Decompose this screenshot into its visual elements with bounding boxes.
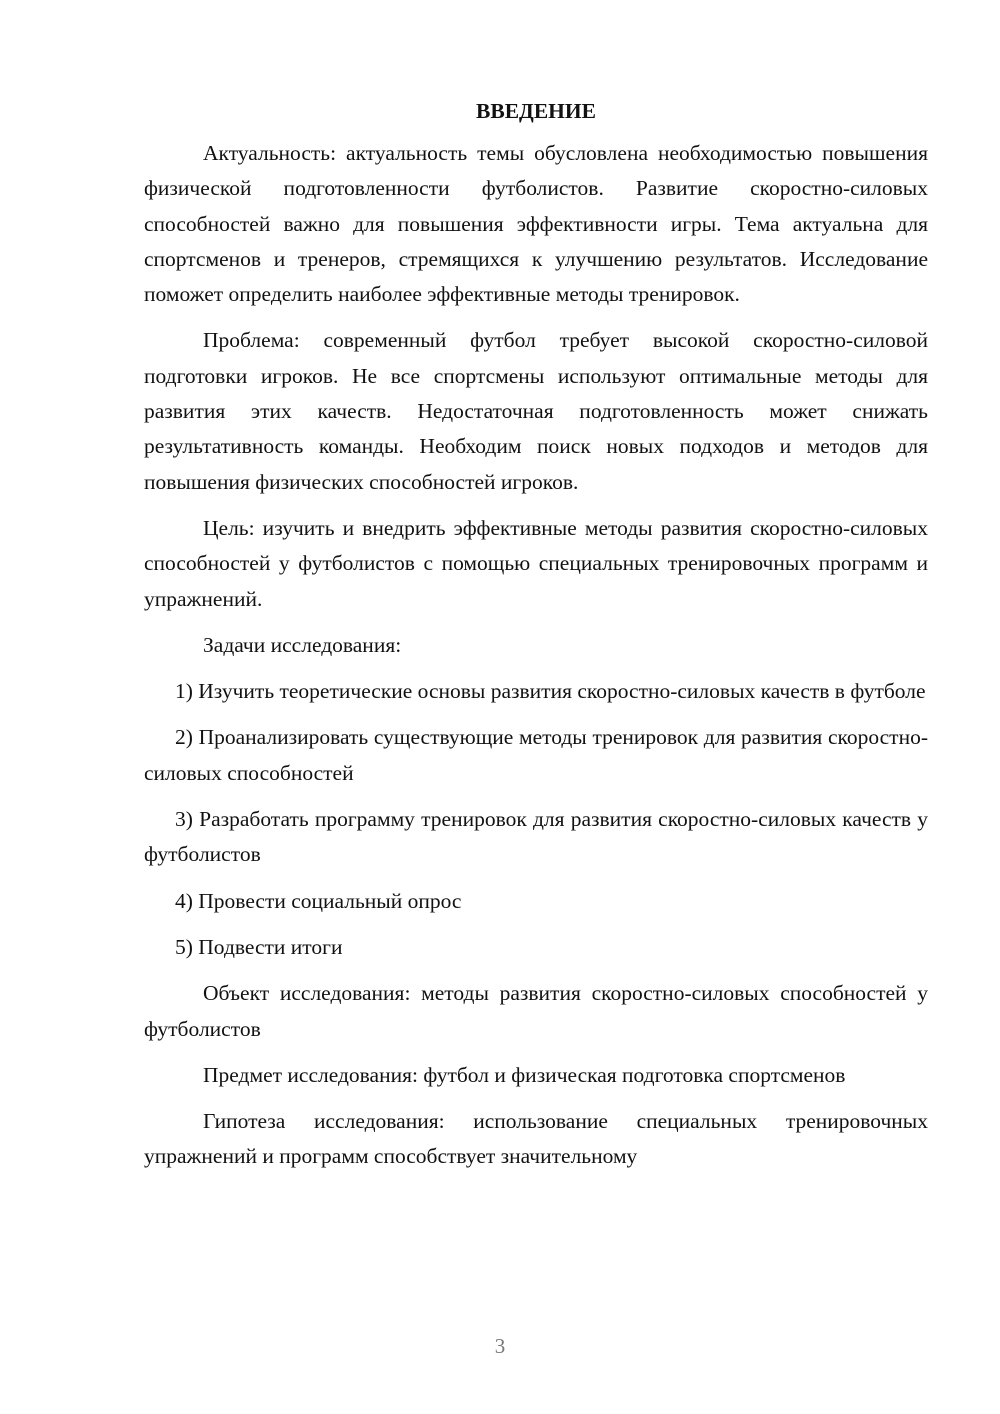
- task-item-3: 3) Разработать программу тренировок для развития скоростно-силовых качеств у футболистов: [144, 807, 928, 867]
- paragraph-object: Объект исследования: методы развития скоростно-силовых способностей у футболистов: [144, 981, 928, 1041]
- page-number: 3: [494, 1334, 506, 1358]
- task-item-1: 1) Изучить теоретические основы развития скоростно-силовых качеств в футболе: [175, 679, 926, 704]
- task-item-4: 4) Провести социальный опрос: [175, 888, 462, 913]
- paragraph-problem: Проблема: современный футбол требует высокой скоростно-силовой подготовки игроков. Не все спортсмены используют оптимальные методы для развития этих качеств. Недостаточная подготовленность может снижать результативность команды. Необходим поиск новых подходов и методов для повышения физических способностей игроков.: [144, 328, 928, 494]
- task-item-5: 5) Подвести итоги: [175, 934, 343, 959]
- page-body: [144, 96, 928, 1186]
- paragraph-subject: Предмет исследования: футбол и физическая подготовка спортсменов: [203, 1062, 846, 1087]
- page-title: ВВЕДЕНИЕ: [476, 99, 596, 123]
- paragraph-goal: Цель: изучить и внедрить эффективные методы развития скоростно-силовых способностей у футболистов с помощью специальных тренировочных программ и упражнений.: [144, 515, 928, 611]
- paragraph-hypothesis: Гипотеза исследования: использование специальных тренировочных упражнений и программ способствует значительному: [144, 1109, 928, 1169]
- task-item-2: 2) Проанализировать существующие методы тренировок для развития скоростно-силовых способностей: [144, 725, 928, 785]
- paragraph-relevance: Актуальность: актуальность темы обусловлена необходимостью повышения физической подготовленности футболистов. Развитие скоростно-силовых способностей важно для повышения эффективности игры. Тема актуальна для спортсменов и тренеров, стремящихся к улучшению результатов. Исследование поможет определить наиболее эффективные методы тренировок.: [144, 141, 928, 307]
- tasks-title: Задачи исследования:: [203, 632, 402, 657]
